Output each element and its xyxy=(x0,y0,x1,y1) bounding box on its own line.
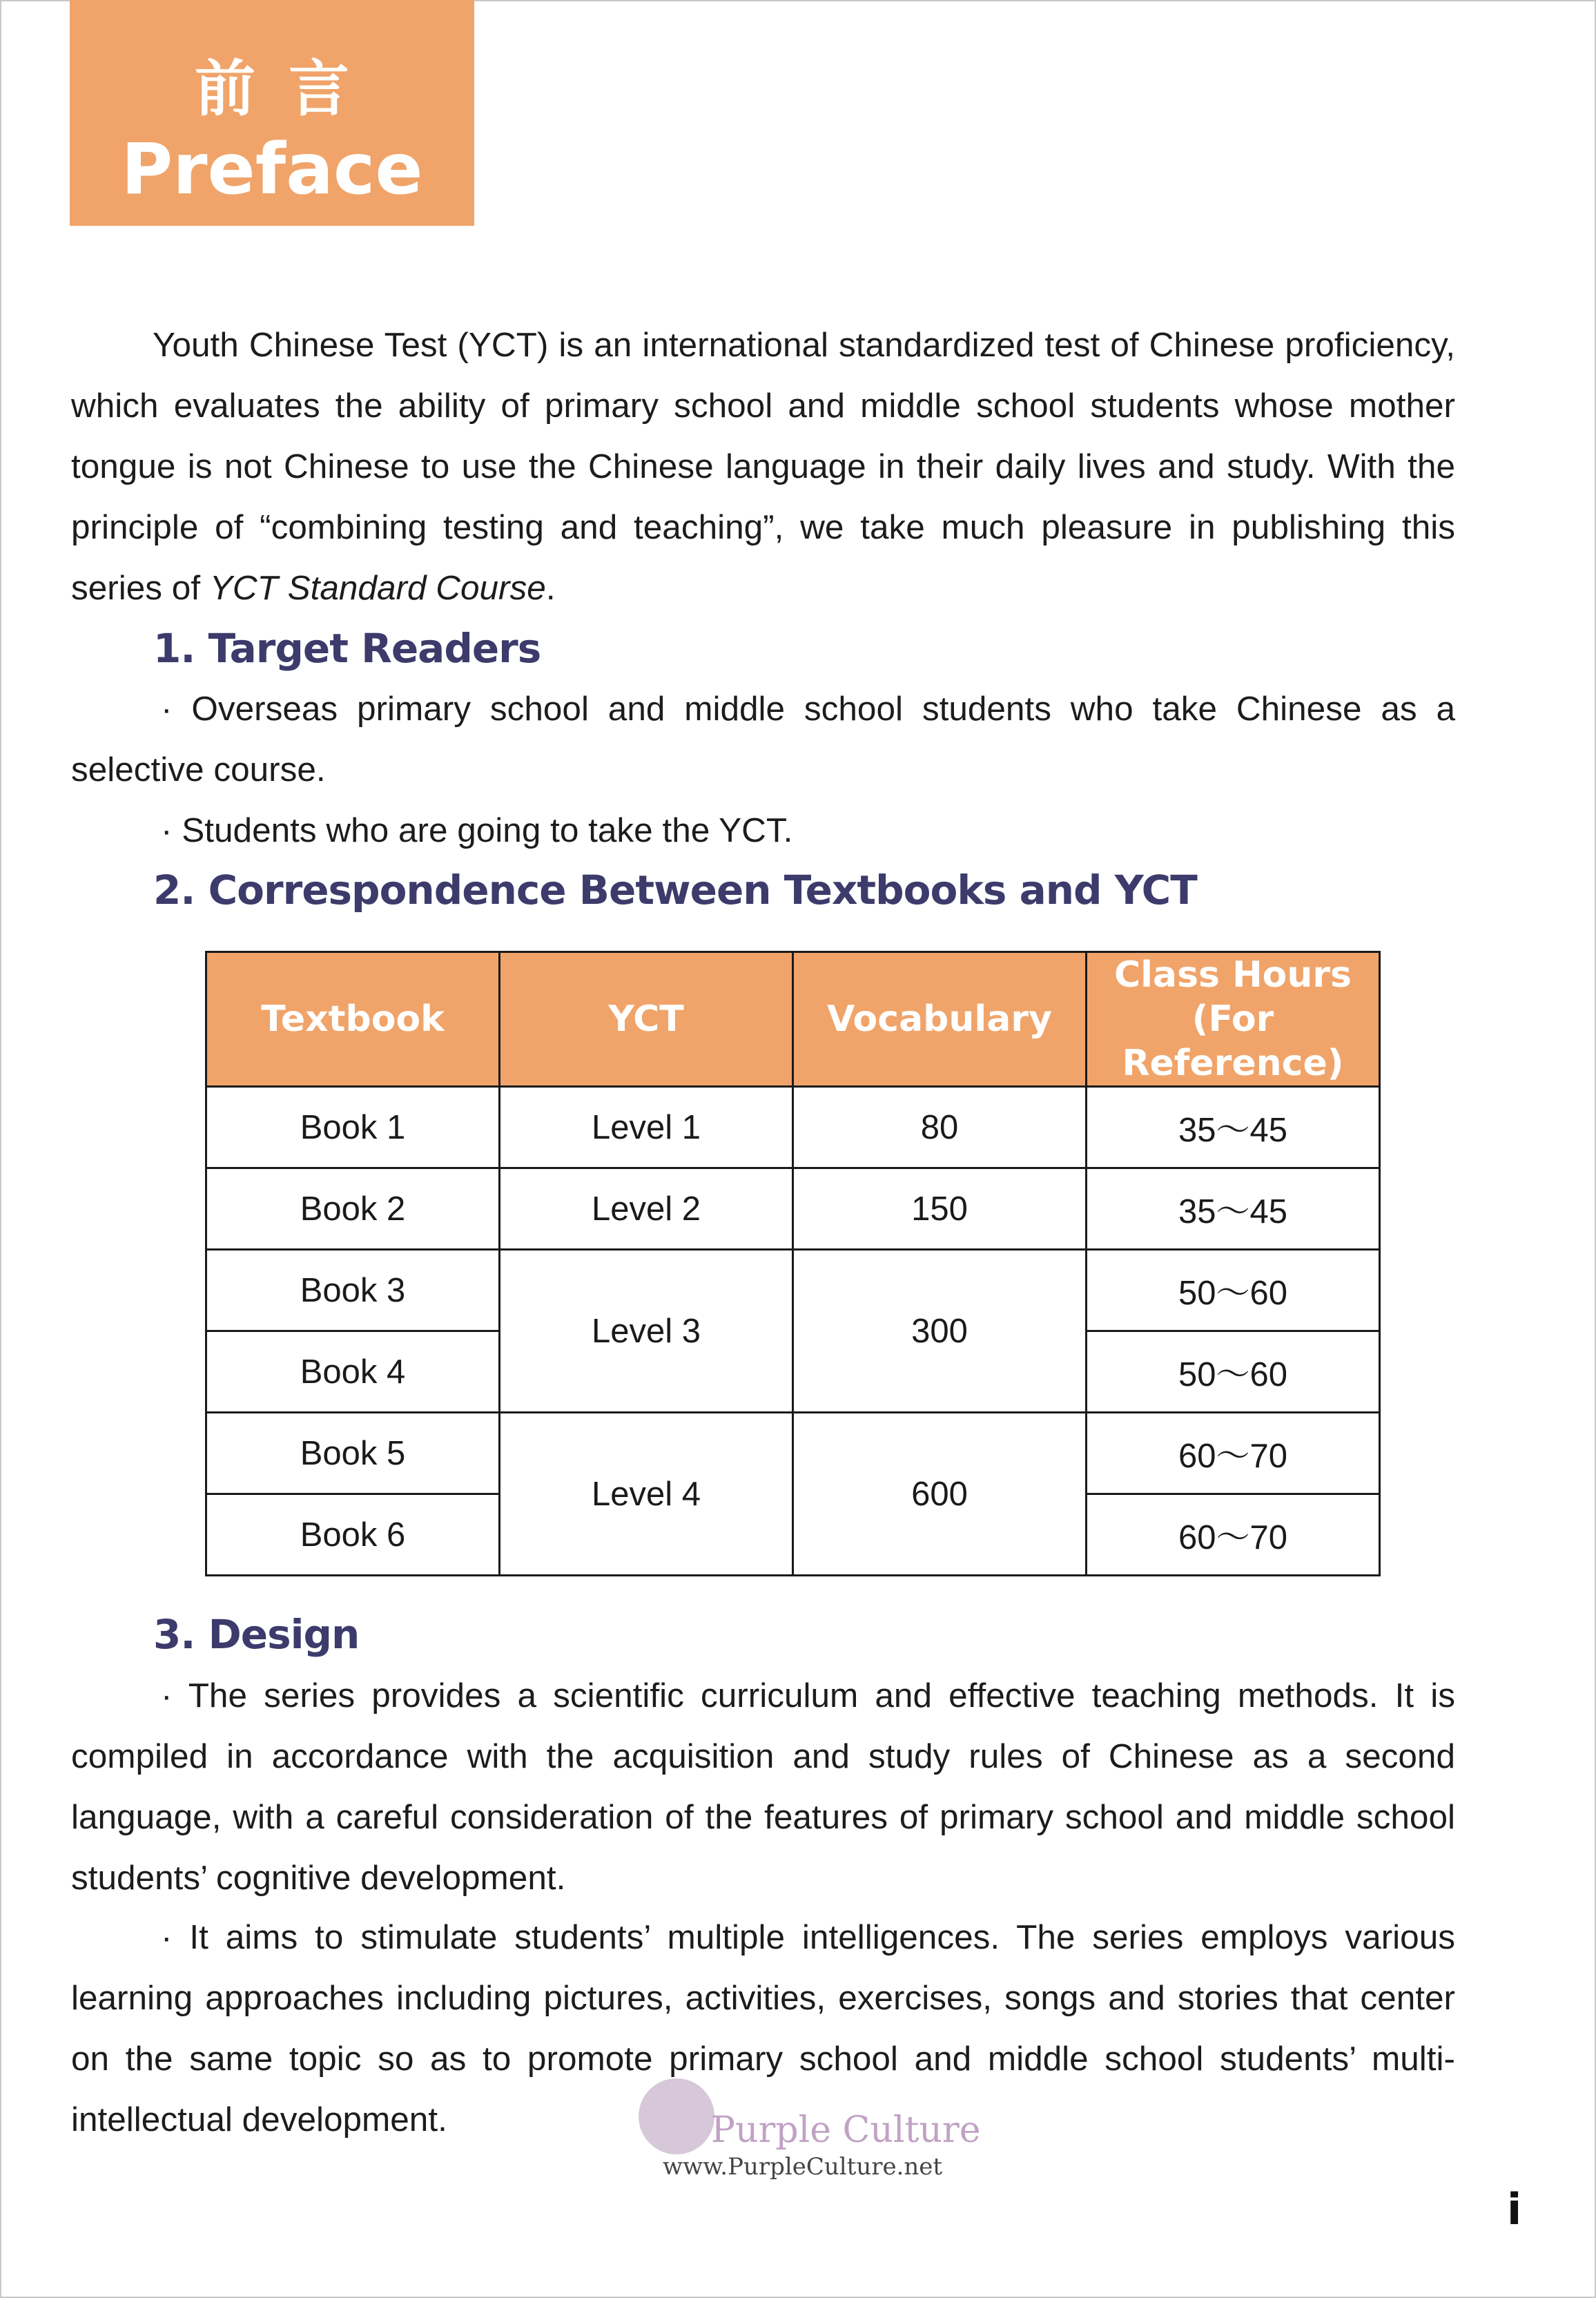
preface-header xyxy=(70,0,474,226)
cell-book: Book 2 xyxy=(206,1168,500,1250)
cell-vocabulary: 150 xyxy=(793,1168,1087,1250)
cell-book: Book 6 xyxy=(206,1494,500,1576)
cell-hours: 35～45 xyxy=(1087,1168,1380,1250)
intro-text-end: . xyxy=(545,569,556,607)
design-bullet-2: · It aims to stimulate students’ multiple intelligences. The series employs various learning approaches including pictures, activities, exercises, songs and stories that center on the same topic so as to promote primary school and middle school students’ multi-intellectual development. xyxy=(71,1918,1455,2138)
table-row xyxy=(206,1250,1380,1331)
header-class-hours xyxy=(1087,952,1380,1087)
header-yct: YCT xyxy=(500,952,793,1087)
purple-culture-watermark xyxy=(635,2072,981,2182)
cell-level: Level 3 xyxy=(500,1250,793,1413)
header-class-hours-line2: (For Reference) xyxy=(1122,998,1344,1084)
cell-level: Level 2 xyxy=(500,1168,793,1250)
table-row xyxy=(206,1168,1380,1250)
table-header-row xyxy=(206,952,1380,1087)
header-class-hours-line1: Class Hours xyxy=(1114,954,1352,996)
heading-correspondence: 2. Correspondence Between Textbooks and YCT xyxy=(153,867,1197,914)
cell-hours: 60～70 xyxy=(1087,1413,1380,1494)
cell-hours: 60～70 xyxy=(1087,1494,1380,1576)
intro-text: Youth Chinese Test (YCT) is an international standardized test of Chinese proficiency, which evaluates the ability of primary school and middle school students whose mother tongue is not Chinese to use the Chinese language in their daily lives and study. With the principle of “combining testing and teaching”, we take much pleasure in publishing this series of xyxy=(71,326,1455,607)
cell-vocabulary: 80 xyxy=(793,1087,1087,1168)
target-reader-bullet-2: · Students who are going to take the YCT. xyxy=(161,811,793,849)
heading-design: 3. Design xyxy=(153,1611,360,1658)
watermark-url: www.PurpleCulture.net xyxy=(663,2153,943,2181)
cell-vocabulary: 600 xyxy=(793,1413,1087,1576)
target-reader-bullet-1: · Overseas primary school and middle school students who take Chinese as a selective course. xyxy=(71,690,1455,789)
page-number: i xyxy=(1507,2184,1522,2234)
cell-hours: 50～60 xyxy=(1087,1250,1380,1331)
table-row xyxy=(206,1087,1380,1168)
intro-paragraph xyxy=(71,315,1455,619)
heading-target-readers: 1. Target Readers xyxy=(153,625,541,672)
table-row xyxy=(206,1413,1380,1494)
title-chinese: 前言 xyxy=(194,53,382,124)
cell-hours: 35～45 xyxy=(1087,1087,1380,1168)
cell-level: Level 4 xyxy=(500,1413,793,1576)
correspondence-table xyxy=(205,951,1381,1576)
cell-hours: 50～60 xyxy=(1087,1331,1380,1413)
title-english: Preface xyxy=(121,128,423,211)
course-title: YCT Standard Course xyxy=(209,569,546,607)
design-bullet-1: · The series provides a scientific curriculum and effective teaching methods. It is compiled in accordance with the acquisition and study rules of Chinese as a second language, with a careful consideration of the features of primary school and middle school students’ cognitive development. xyxy=(71,1677,1455,1897)
watermark-brand: Purple Culture xyxy=(711,2109,981,2151)
cell-level: Level 1 xyxy=(500,1087,793,1168)
cell-vocabulary: 300 xyxy=(793,1250,1087,1413)
cell-book: Book 5 xyxy=(206,1413,500,1494)
cell-book: Book 1 xyxy=(206,1087,500,1168)
cell-book: Book 4 xyxy=(206,1331,500,1413)
watermark-logo-icon xyxy=(639,2078,714,2154)
header-vocabulary: Vocabulary xyxy=(793,952,1087,1087)
cell-book: Book 3 xyxy=(206,1250,500,1331)
header-textbook: Textbook xyxy=(206,952,500,1087)
